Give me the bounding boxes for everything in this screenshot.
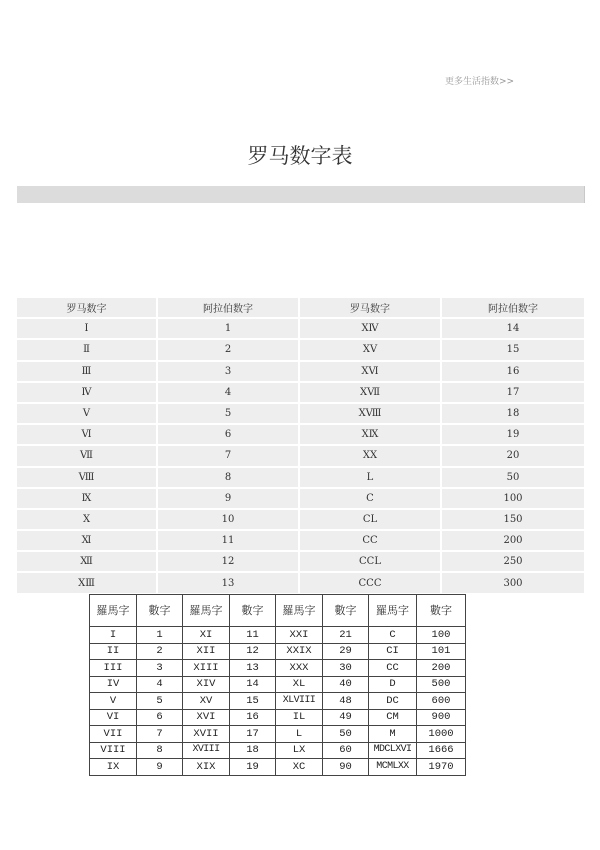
cell: D (369, 676, 417, 693)
cell: XIII (183, 660, 230, 677)
cell: 3 (137, 660, 183, 677)
header-number: 數字 (417, 595, 466, 627)
cell: XII (183, 643, 230, 660)
table-row (90, 660, 466, 677)
cell: DC (369, 693, 417, 710)
table-row (90, 627, 466, 644)
cell: 50 (442, 468, 584, 489)
table-row (17, 573, 584, 594)
cell: XXIX (276, 643, 323, 660)
cell: Ⅴ (17, 404, 158, 425)
cell: 3 (158, 362, 300, 383)
table-row (90, 742, 466, 759)
cell: ⅩⅧ (300, 404, 442, 425)
cell: 8 (137, 742, 183, 759)
cell: L (276, 726, 323, 743)
cell: L (300, 468, 442, 489)
table-row (90, 693, 466, 710)
cell: XLVIII (276, 693, 323, 710)
table-row (17, 425, 584, 446)
table-row (90, 643, 466, 660)
table-row (17, 510, 584, 531)
cell: 10 (158, 510, 300, 531)
cell: LX (276, 742, 323, 759)
cell: CCC (300, 573, 442, 594)
table-row (17, 468, 584, 489)
cell: 2 (137, 643, 183, 660)
cell: XVII (183, 726, 230, 743)
cell: Ⅵ (17, 425, 158, 446)
cell: 40 (323, 676, 369, 693)
cell: 5 (158, 404, 300, 425)
cell: V (90, 693, 137, 710)
table-row (17, 340, 584, 361)
table-row (17, 383, 584, 404)
cell: 300 (442, 573, 584, 594)
cell: 8 (158, 468, 300, 489)
cell: Ⅳ (17, 383, 158, 404)
header-roman: 羅馬字 (276, 595, 323, 627)
cell: 4 (158, 383, 300, 404)
table-row (90, 709, 466, 726)
table-row (17, 404, 584, 425)
cell: 19 (442, 425, 584, 446)
cell: CL (300, 510, 442, 531)
cell: MCMLXX (369, 759, 417, 776)
table-row (17, 531, 584, 552)
cell: 6 (137, 709, 183, 726)
cell: ⅩⅨ (300, 425, 442, 446)
header-arabic: 阿拉伯数字 (442, 298, 584, 319)
cell: I (90, 627, 137, 644)
cell: 49 (323, 709, 369, 726)
cell: Ⅻ (17, 552, 158, 573)
cell: Ⅹ (17, 510, 158, 531)
traditional-roman-numeral-table (89, 594, 466, 776)
cell: 13 (158, 573, 300, 594)
cell: Ⅸ (17, 489, 158, 510)
cell: 200 (442, 531, 584, 552)
table-row (90, 676, 466, 693)
cell: ⅩⅦ (300, 383, 442, 404)
cell: 29 (323, 643, 369, 660)
cell: 15 (230, 693, 276, 710)
cell: 19 (230, 759, 276, 776)
cell: 17 (442, 383, 584, 404)
cell: 9 (137, 759, 183, 776)
header-roman: 罗马数字 (17, 298, 158, 319)
cell: 100 (442, 489, 584, 510)
cell: 13 (230, 660, 276, 677)
cell: Ⅰ (17, 319, 158, 340)
cell: 1970 (417, 759, 466, 776)
cell: 12 (230, 643, 276, 660)
cell: CM (369, 709, 417, 726)
header-number: 數字 (230, 595, 276, 627)
cell: Ⅶ (17, 446, 158, 467)
header-arabic: 阿拉伯数字 (158, 298, 300, 319)
cell: VIII (90, 742, 137, 759)
cell: 200 (417, 660, 466, 677)
cell: Ⅷ (17, 468, 158, 489)
cell: XC (276, 759, 323, 776)
cell: CC (369, 660, 417, 677)
header-roman: 罗马数字 (300, 298, 442, 319)
table-header-row (90, 595, 466, 627)
cell: 1 (158, 319, 300, 340)
cell: IX (90, 759, 137, 776)
cell: Ⅲ (17, 362, 158, 383)
header-number: 數字 (323, 595, 369, 627)
header-roman: 羅馬字 (369, 595, 417, 627)
cell: 48 (323, 693, 369, 710)
cell: 4 (137, 676, 183, 693)
more-life-index-link[interactable]: 更多生活指数>> (445, 77, 515, 87)
cell: 150 (442, 510, 584, 531)
cell: Ⅱ (17, 340, 158, 361)
cell: 1000 (417, 726, 466, 743)
cell: XVIII (183, 742, 230, 759)
cell: XI (183, 627, 230, 644)
cell: XV (183, 693, 230, 710)
header-number: 數字 (137, 595, 183, 627)
header-roman: 羅馬字 (90, 595, 137, 627)
table-header-row (17, 298, 584, 319)
cell: M (369, 726, 417, 743)
cell: 11 (158, 531, 300, 552)
header-roman: 羅馬字 (183, 595, 230, 627)
cell: 14 (442, 319, 584, 340)
cell: 50 (323, 726, 369, 743)
table-row (17, 489, 584, 510)
cell: 90 (323, 759, 369, 776)
cell: ⅩⅣ (300, 319, 442, 340)
cell: 16 (442, 362, 584, 383)
cell: XVI (183, 709, 230, 726)
cell: ⅩⅤ (300, 340, 442, 361)
cell: 60 (323, 742, 369, 759)
cell: 900 (417, 709, 466, 726)
cell: XXX (276, 660, 323, 677)
cell: ⅩⅥ (300, 362, 442, 383)
cell: ⅩⅢ (17, 573, 158, 594)
cell: 101 (417, 643, 466, 660)
cell: 250 (442, 552, 584, 573)
cell: C (369, 627, 417, 644)
table-row (90, 726, 466, 743)
table-row (17, 552, 584, 573)
table-row (17, 362, 584, 383)
cell: 17 (230, 726, 276, 743)
cell: MDCLXVI (369, 742, 417, 759)
cell: XXI (276, 627, 323, 644)
divider-bar (17, 186, 584, 203)
cell: 7 (137, 726, 183, 743)
divider-bar-edge (584, 186, 585, 203)
cell: VI (90, 709, 137, 726)
cell: 600 (417, 693, 466, 710)
cell: 16 (230, 709, 276, 726)
page-title: 罗马数字表 (247, 144, 353, 168)
cell: IL (276, 709, 323, 726)
cell: CC (300, 531, 442, 552)
table-row (17, 319, 584, 340)
cell: 2 (158, 340, 300, 361)
cell: 18 (442, 404, 584, 425)
cell: 11 (230, 627, 276, 644)
cell: 7 (158, 446, 300, 467)
cell: XIX (183, 759, 230, 776)
cell: 500 (417, 676, 466, 693)
cell: 15 (442, 340, 584, 361)
cell: ⅩⅩ (300, 446, 442, 467)
cell: C (300, 489, 442, 510)
cell: CI (369, 643, 417, 660)
cell: II (90, 643, 137, 660)
cell: 5 (137, 693, 183, 710)
cell: 21 (323, 627, 369, 644)
cell: 14 (230, 676, 276, 693)
cell: III (90, 660, 137, 677)
cell: 30 (323, 660, 369, 677)
cell: 1 (137, 627, 183, 644)
cell: XIV (183, 676, 230, 693)
table-row (17, 446, 584, 467)
cell: 6 (158, 425, 300, 446)
cell: XL (276, 676, 323, 693)
cell: 9 (158, 489, 300, 510)
cell: Ⅺ (17, 531, 158, 552)
cell: 1666 (417, 742, 466, 759)
cell: VII (90, 726, 137, 743)
roman-numeral-table (17, 298, 584, 595)
table-row (90, 759, 466, 776)
cell: 18 (230, 742, 276, 759)
cell: CCL (300, 552, 442, 573)
cell: 20 (442, 446, 584, 467)
cell: 100 (417, 627, 466, 644)
cell: 12 (158, 552, 300, 573)
cell: IV (90, 676, 137, 693)
